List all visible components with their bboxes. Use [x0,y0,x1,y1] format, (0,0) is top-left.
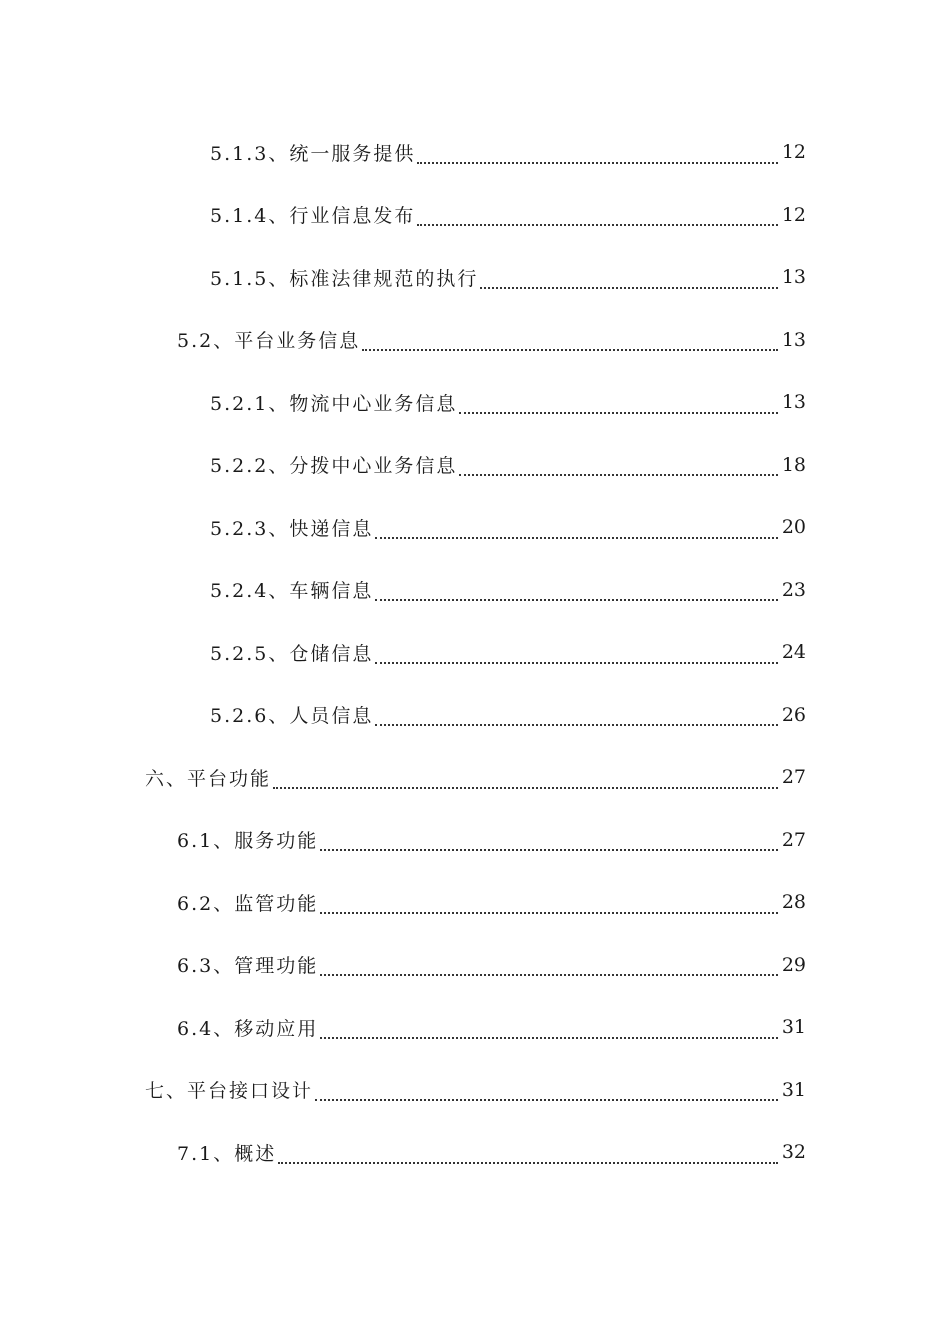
toc-entry-page: 26 [781,703,806,726]
toc-entry-page: 27 [781,828,806,851]
toc-entry-page: 24 [781,641,806,664]
toc-leader-dots [375,599,777,601]
toc-entry-page: 31 [781,1016,806,1039]
toc-entry-page: 12 [781,141,806,164]
toc-entry-title: 6.3、管理功能 [177,955,319,978]
toc-entry[interactable] [0,1121,950,1184]
toc-entry-page: 13 [781,328,806,351]
toc-leader-dots [315,1099,778,1101]
toc-entry[interactable] [0,496,950,559]
toc-entry-page: 12 [781,203,806,226]
toc-leader-dots [459,474,777,476]
toc-entry-page: 23 [781,578,806,601]
toc-entry[interactable] [0,809,950,872]
toc-entry[interactable] [0,434,950,497]
toc-entry-title: 6.4、移动应用 [177,1017,319,1040]
toc-entry[interactable] [0,684,950,747]
toc-entry-page: 31 [781,1078,806,1101]
toc-leader-dots [278,1162,778,1164]
toc-leader-dots [375,724,777,726]
toc-leader-dots [417,162,777,164]
toc-entry[interactable] [0,1059,950,1122]
toc-entry-page: 29 [781,953,806,976]
toc-entry-title: 6.1、服务功能 [177,830,319,853]
toc-entry[interactable] [0,746,950,809]
toc-leader-dots [320,912,778,914]
toc-leader-dots [320,974,778,976]
toc-entry[interactable] [0,184,950,247]
toc-entry-page: 32 [781,1141,806,1164]
toc-entry-page: 13 [781,266,806,289]
toc-entry-title: 5.2.2、分拨中心业务信息 [210,455,458,478]
toc-entry-page: 13 [781,391,806,414]
toc-leader-dots [320,849,778,851]
toc-entry-title: 5.2.3、快递信息 [210,517,374,540]
toc-entry-title: 7.1、概述 [177,1142,277,1165]
toc-leader-dots [480,287,777,289]
toc-entry-page: 20 [781,516,806,539]
toc-leader-dots [320,1037,778,1039]
toc-leader-dots [417,224,777,226]
toc-leader-dots [273,787,778,789]
toc-entry-title: 5.2.6、人员信息 [210,705,374,728]
toc-entry-title: 5.1.5、标准法律规范的执行 [210,267,479,290]
toc-entry[interactable] [0,559,950,622]
toc-entry[interactable] [0,309,950,372]
toc-entry-title: 5.1.4、行业信息发布 [210,205,416,228]
toc-leader-dots [362,349,778,351]
toc-entry-page: 27 [781,766,806,789]
toc-entry-title: 5.2.4、车辆信息 [210,580,374,603]
toc-entry[interactable] [0,996,950,1059]
toc-leader-dots [459,412,777,414]
toc-entry-title: 5.2、平台业务信息 [177,330,361,353]
toc-entry-title: 5.1.3、统一服务提供 [210,142,416,165]
toc-entry-title: 5.2.5、仓储信息 [210,642,374,665]
toc-entry-title: 六、平台功能 [145,767,272,790]
toc-entry-title: 七、平台接口设计 [145,1080,314,1103]
toc-entry[interactable] [0,871,950,934]
toc-entry[interactable] [0,934,950,997]
toc-entry-title: 5.2.1、物流中心业务信息 [210,392,458,415]
toc-entry-page: 18 [781,453,806,476]
toc-leader-dots [375,662,777,664]
toc-entry-title: 6.2、监管功能 [177,892,319,915]
toc-entry[interactable] [0,121,950,184]
toc-entry[interactable] [0,371,950,434]
toc-entry[interactable] [0,621,950,684]
table-of-contents [0,121,950,1184]
toc-entry-page: 28 [781,891,806,914]
toc-leader-dots [375,537,777,539]
toc-entry[interactable] [0,246,950,309]
